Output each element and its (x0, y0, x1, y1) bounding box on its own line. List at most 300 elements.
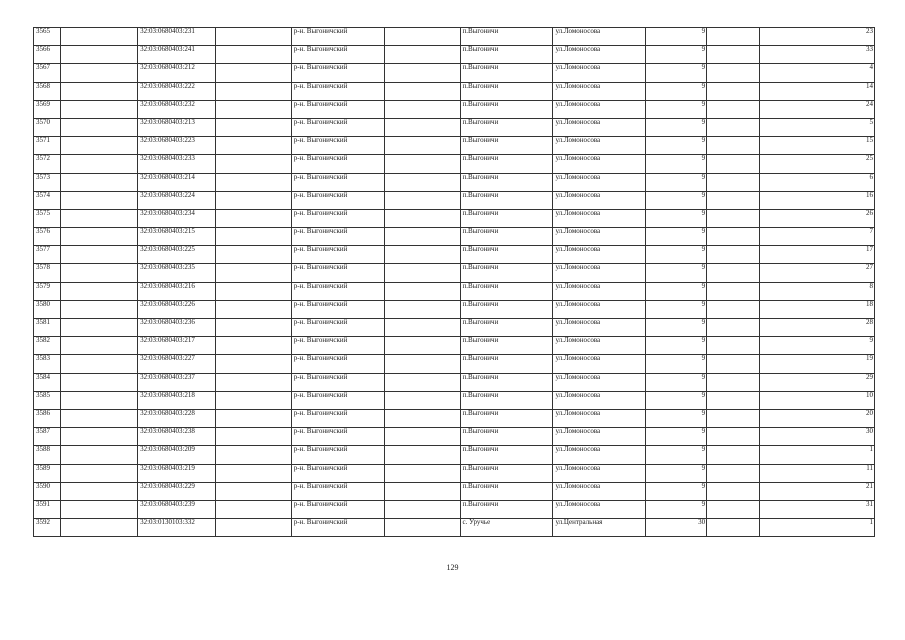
empty-cell (215, 355, 291, 373)
district-cell: р-н. Выгоничский (291, 191, 384, 209)
district-cell: р-н. Выгоничский (291, 319, 384, 337)
empty-cell (61, 228, 138, 246)
cadastral-number-cell: 32:03:0680403:213 (138, 118, 216, 136)
table-row (34, 391, 875, 409)
empty-cell (707, 282, 760, 300)
empty-cell (707, 446, 760, 464)
street-cell: ул.Ломоносова (553, 209, 646, 227)
settlement-cell: п.Выгоничи (460, 28, 553, 46)
table-row (34, 355, 875, 373)
empty-cell (384, 500, 460, 518)
district-cell: р-н. Выгоничский (291, 209, 384, 227)
empty-cell (707, 100, 760, 118)
empty-cell (707, 137, 760, 155)
district-cell: р-н. Выгоничский (291, 246, 384, 264)
record-number-cell: 3576 (34, 228, 61, 246)
district-cell: р-н. Выгоничский (291, 337, 384, 355)
settlement-cell: п.Выгоничи (460, 373, 553, 391)
settlement-cell: п.Выгоничи (460, 173, 553, 191)
district-cell: р-н. Выгоничский (291, 228, 384, 246)
house-number-cell: 9 (646, 228, 707, 246)
record-number-cell: 3572 (34, 155, 61, 173)
settlement-cell: п.Выгоничи (460, 482, 553, 500)
empty-cell (707, 300, 760, 318)
house-number-cell: 9 (646, 373, 707, 391)
empty-cell (215, 519, 291, 537)
empty-cell (384, 64, 460, 82)
street-cell: ул.Ломоносова (553, 28, 646, 46)
table-row (34, 500, 875, 518)
empty-cell (384, 446, 460, 464)
empty-cell (215, 209, 291, 227)
apartment-number-cell: 24 (759, 100, 874, 118)
street-cell: ул.Ломоносова (553, 373, 646, 391)
house-number-cell: 9 (646, 155, 707, 173)
house-number-cell: 9 (646, 319, 707, 337)
house-number-cell: 9 (646, 391, 707, 409)
apartment-number-cell: 15 (759, 137, 874, 155)
empty-cell (61, 464, 138, 482)
empty-cell (707, 191, 760, 209)
empty-cell (215, 319, 291, 337)
table-row (34, 246, 875, 264)
apartment-number-cell: 14 (759, 82, 874, 100)
record-number-cell: 3580 (34, 300, 61, 318)
street-cell: ул.Ломоносова (553, 319, 646, 337)
street-cell: ул.Ломоносова (553, 482, 646, 500)
empty-cell (215, 428, 291, 446)
district-cell: р-н. Выгоничский (291, 428, 384, 446)
empty-cell (61, 519, 138, 537)
cadastral-number-cell: 32:03:0680403:229 (138, 482, 216, 500)
registry-table-body (34, 28, 875, 537)
table-row (34, 428, 875, 446)
settlement-cell: п.Выгоничи (460, 246, 553, 264)
table-row (34, 209, 875, 227)
record-number-cell: 3590 (34, 482, 61, 500)
empty-cell (215, 118, 291, 136)
settlement-cell: п.Выгоничи (460, 264, 553, 282)
apartment-number-cell: 33 (759, 46, 874, 64)
house-number-cell: 9 (646, 191, 707, 209)
street-cell: ул.Ломоносова (553, 464, 646, 482)
district-cell: р-н. Выгоничский (291, 64, 384, 82)
apartment-number-cell: 8 (759, 282, 874, 300)
cadastral-number-cell: 32:03:0680403:217 (138, 337, 216, 355)
empty-cell (215, 500, 291, 518)
house-number-cell: 9 (646, 264, 707, 282)
empty-cell (61, 264, 138, 282)
street-cell: ул.Ломоносова (553, 337, 646, 355)
empty-cell (707, 28, 760, 46)
empty-cell (707, 118, 760, 136)
settlement-cell: п.Выгоничи (460, 409, 553, 427)
empty-cell (61, 373, 138, 391)
settlement-cell: п.Выгоничи (460, 228, 553, 246)
record-number-cell: 3588 (34, 446, 61, 464)
empty-cell (215, 228, 291, 246)
district-cell: р-н. Выгоничский (291, 391, 384, 409)
empty-cell (707, 228, 760, 246)
empty-cell (61, 446, 138, 464)
empty-cell (707, 337, 760, 355)
empty-cell (215, 264, 291, 282)
empty-cell (384, 482, 460, 500)
empty-cell (707, 319, 760, 337)
record-number-cell: 3570 (34, 118, 61, 136)
empty-cell (707, 173, 760, 191)
record-number-cell: 3575 (34, 209, 61, 227)
settlement-cell: п.Выгоничи (460, 100, 553, 118)
cadastral-number-cell: 32:03:0680403:238 (138, 428, 216, 446)
settlement-cell: п.Выгоничи (460, 428, 553, 446)
record-number-cell: 3592 (34, 519, 61, 537)
apartment-number-cell: 28 (759, 319, 874, 337)
empty-cell (384, 100, 460, 118)
apartment-number-cell: 26 (759, 209, 874, 227)
table-row (34, 46, 875, 64)
record-number-cell: 3582 (34, 337, 61, 355)
cadastral-number-cell: 32:03:0680403:235 (138, 264, 216, 282)
apartment-number-cell: 23 (759, 28, 874, 46)
cadastral-number-cell: 32:03:0130103:332 (138, 519, 216, 537)
cadastral-number-cell: 32:03:0680403:239 (138, 500, 216, 518)
settlement-cell: п.Выгоничи (460, 82, 553, 100)
empty-cell (707, 409, 760, 427)
empty-cell (61, 82, 138, 100)
empty-cell (215, 337, 291, 355)
apartment-number-cell: 29 (759, 373, 874, 391)
district-cell: р-н. Выгоничский (291, 28, 384, 46)
table-row (34, 409, 875, 427)
record-number-cell: 3578 (34, 264, 61, 282)
district-cell: р-н. Выгоничский (291, 355, 384, 373)
street-cell: ул.Ломоносова (553, 355, 646, 373)
apartment-number-cell: 4 (759, 64, 874, 82)
record-number-cell: 3579 (34, 282, 61, 300)
district-cell: р-н. Выгоничский (291, 137, 384, 155)
empty-cell (61, 118, 138, 136)
house-number-cell: 9 (646, 464, 707, 482)
empty-cell (61, 64, 138, 82)
apartment-number-cell: 9 (759, 337, 874, 355)
empty-cell (61, 209, 138, 227)
empty-cell (707, 82, 760, 100)
empty-cell (215, 137, 291, 155)
empty-cell (707, 155, 760, 173)
empty-cell (215, 300, 291, 318)
empty-cell (384, 355, 460, 373)
house-number-cell: 9 (646, 28, 707, 46)
empty-cell (61, 155, 138, 173)
apartment-number-cell: 5 (759, 118, 874, 136)
table-row (34, 282, 875, 300)
empty-cell (384, 300, 460, 318)
house-number-cell: 9 (646, 500, 707, 518)
district-cell: р-н. Выгоничский (291, 100, 384, 118)
apartment-number-cell: 19 (759, 355, 874, 373)
district-cell: р-н. Выгоничский (291, 118, 384, 136)
district-cell: р-н. Выгоничский (291, 46, 384, 64)
empty-cell (215, 100, 291, 118)
street-cell: ул.Ломоносова (553, 246, 646, 264)
empty-cell (61, 300, 138, 318)
empty-cell (215, 64, 291, 82)
cadastral-number-cell: 32:03:0680403:228 (138, 409, 216, 427)
empty-cell (384, 464, 460, 482)
apartment-number-cell: 6 (759, 173, 874, 191)
district-cell: р-н. Выгоничский (291, 500, 384, 518)
empty-cell (707, 464, 760, 482)
empty-cell (384, 409, 460, 427)
record-number-cell: 3585 (34, 391, 61, 409)
street-cell: ул.Ломоносова (553, 446, 646, 464)
street-cell: ул.Ломоносова (553, 428, 646, 446)
street-cell: ул.Ломоносова (553, 409, 646, 427)
empty-cell (384, 191, 460, 209)
table-row (34, 464, 875, 482)
house-number-cell: 9 (646, 482, 707, 500)
empty-cell (384, 155, 460, 173)
district-cell: р-н. Выгоничский (291, 373, 384, 391)
apartment-number-cell: 21 (759, 482, 874, 500)
table-row (34, 64, 875, 82)
empty-cell (215, 482, 291, 500)
street-cell: ул.Ломоносова (553, 100, 646, 118)
apartment-number-cell: 1 (759, 519, 874, 537)
district-cell: р-н. Выгоничский (291, 173, 384, 191)
empty-cell (384, 373, 460, 391)
settlement-cell: п.Выгоничи (460, 300, 553, 318)
cadastral-number-cell: 32:03:0680403:233 (138, 155, 216, 173)
district-cell: р-н. Выгоничский (291, 82, 384, 100)
table-row (34, 82, 875, 100)
empty-cell (215, 155, 291, 173)
empty-cell (384, 319, 460, 337)
table-row (34, 28, 875, 46)
cadastral-number-cell: 32:03:0680403:222 (138, 82, 216, 100)
street-cell: ул.Ломоносова (553, 118, 646, 136)
house-number-cell: 30 (646, 519, 707, 537)
house-number-cell: 9 (646, 82, 707, 100)
empty-cell (707, 391, 760, 409)
empty-cell (61, 173, 138, 191)
apartment-number-cell: 17 (759, 246, 874, 264)
cadastral-number-cell: 32:03:0680403:218 (138, 391, 216, 409)
table-row (34, 446, 875, 464)
record-number-cell: 3591 (34, 500, 61, 518)
settlement-cell: п.Выгоничи (460, 319, 553, 337)
empty-cell (384, 282, 460, 300)
district-cell: р-н. Выгоничский (291, 482, 384, 500)
cadastral-number-cell: 32:03:0680403:227 (138, 355, 216, 373)
cadastral-number-cell: 32:03:0680403:224 (138, 191, 216, 209)
district-cell: р-н. Выгоничский (291, 300, 384, 318)
house-number-cell: 9 (646, 428, 707, 446)
apartment-number-cell: 20 (759, 409, 874, 427)
table-row (34, 155, 875, 173)
district-cell: р-н. Выгоничский (291, 155, 384, 173)
cadastral-number-cell: 32:03:0680403:231 (138, 28, 216, 46)
house-number-cell: 9 (646, 355, 707, 373)
house-number-cell: 9 (646, 137, 707, 155)
settlement-cell: п.Выгоничи (460, 209, 553, 227)
empty-cell (215, 28, 291, 46)
cadastral-number-cell: 32:03:0680403:209 (138, 446, 216, 464)
empty-cell (215, 173, 291, 191)
record-number-cell: 3587 (34, 428, 61, 446)
settlement-cell: п.Выгоничи (460, 355, 553, 373)
empty-cell (61, 391, 138, 409)
table-row (34, 137, 875, 155)
empty-cell (384, 246, 460, 264)
table-row (34, 337, 875, 355)
empty-cell (384, 228, 460, 246)
district-cell: р-н. Выгоничский (291, 519, 384, 537)
empty-cell (384, 82, 460, 100)
empty-cell (215, 391, 291, 409)
cadastral-number-cell: 32:03:0680403:223 (138, 137, 216, 155)
empty-cell (384, 337, 460, 355)
street-cell: ул.Ломоносова (553, 64, 646, 82)
empty-cell (384, 391, 460, 409)
cadastral-number-cell: 32:03:0680403:215 (138, 228, 216, 246)
empty-cell (61, 191, 138, 209)
record-number-cell: 3573 (34, 173, 61, 191)
empty-cell (707, 500, 760, 518)
record-number-cell: 3568 (34, 82, 61, 100)
table-row (34, 191, 875, 209)
empty-cell (215, 373, 291, 391)
cadastral-number-cell: 32:03:0680403:212 (138, 64, 216, 82)
table-row (34, 519, 875, 537)
apartment-number-cell: 16 (759, 191, 874, 209)
settlement-cell: п.Выгоничи (460, 137, 553, 155)
record-number-cell: 3589 (34, 464, 61, 482)
table-row (34, 373, 875, 391)
empty-cell (707, 64, 760, 82)
record-number-cell: 3574 (34, 191, 61, 209)
record-number-cell: 3584 (34, 373, 61, 391)
table-row (34, 300, 875, 318)
table-row (34, 118, 875, 136)
district-cell: р-н. Выгоничский (291, 409, 384, 427)
record-number-cell: 3586 (34, 409, 61, 427)
empty-cell (707, 428, 760, 446)
apartment-number-cell: 30 (759, 428, 874, 446)
street-cell: ул.Ломоносова (553, 155, 646, 173)
apartment-number-cell: 7 (759, 228, 874, 246)
house-number-cell: 9 (646, 337, 707, 355)
table-row (34, 319, 875, 337)
page-number: 129 (446, 563, 459, 572)
house-number-cell: 9 (646, 209, 707, 227)
apartment-number-cell: 25 (759, 155, 874, 173)
empty-cell (215, 191, 291, 209)
empty-cell (707, 246, 760, 264)
record-number-cell: 3581 (34, 319, 61, 337)
record-number-cell: 3583 (34, 355, 61, 373)
apartment-number-cell: 18 (759, 300, 874, 318)
empty-cell (384, 428, 460, 446)
empty-cell (707, 519, 760, 537)
house-number-cell: 9 (646, 409, 707, 427)
cadastral-number-cell: 32:03:0680403:219 (138, 464, 216, 482)
empty-cell (384, 137, 460, 155)
settlement-cell: п.Выгоничи (460, 155, 553, 173)
district-cell: р-н. Выгоничский (291, 282, 384, 300)
empty-cell (215, 46, 291, 64)
apartment-number-cell: 11 (759, 464, 874, 482)
empty-cell (61, 409, 138, 427)
table-row (34, 100, 875, 118)
empty-cell (61, 28, 138, 46)
record-number-cell: 3577 (34, 246, 61, 264)
record-number-cell: 3571 (34, 137, 61, 155)
cadastral-number-cell: 32:03:0680403:232 (138, 100, 216, 118)
empty-cell (215, 464, 291, 482)
settlement-cell: п.Выгоничи (460, 282, 553, 300)
empty-cell (215, 82, 291, 100)
empty-cell (215, 409, 291, 427)
empty-cell (384, 46, 460, 64)
empty-cell (707, 209, 760, 227)
street-cell: ул.Ломоносова (553, 46, 646, 64)
table-row (34, 228, 875, 246)
district-cell: р-н. Выгоничский (291, 446, 384, 464)
house-number-cell: 9 (646, 300, 707, 318)
empty-cell (384, 118, 460, 136)
street-cell: ул.Ломоносова (553, 191, 646, 209)
empty-cell (61, 46, 138, 64)
house-number-cell: 9 (646, 118, 707, 136)
empty-cell (384, 264, 460, 282)
settlement-cell: п.Выгоничи (460, 464, 553, 482)
cadastral-number-cell: 32:03:0680403:234 (138, 209, 216, 227)
district-cell: р-н. Выгоничский (291, 264, 384, 282)
empty-cell (707, 355, 760, 373)
street-cell: ул.Ломоносова (553, 391, 646, 409)
table-row (34, 264, 875, 282)
house-number-cell: 9 (646, 64, 707, 82)
street-cell: ул.Ломоносова (553, 300, 646, 318)
street-cell: ул.Ломоносова (553, 137, 646, 155)
street-cell: ул.Ломоносова (553, 228, 646, 246)
empty-cell (707, 264, 760, 282)
apartment-number-cell: 27 (759, 264, 874, 282)
empty-cell (61, 137, 138, 155)
street-cell: ул.Ломоносова (553, 173, 646, 191)
apartment-number-cell: 31 (759, 500, 874, 518)
table-row (34, 482, 875, 500)
empty-cell (215, 446, 291, 464)
street-cell: ул.Ломоносова (553, 82, 646, 100)
empty-cell (61, 482, 138, 500)
cadastral-number-cell: 32:03:0680403:216 (138, 282, 216, 300)
settlement-cell: с. Уручье (460, 519, 553, 537)
empty-cell (384, 28, 460, 46)
empty-cell (61, 100, 138, 118)
empty-cell (61, 319, 138, 337)
apartment-number-cell: 1 (759, 446, 874, 464)
cadastral-number-cell: 32:03:0680403:236 (138, 319, 216, 337)
empty-cell (215, 246, 291, 264)
empty-cell (61, 428, 138, 446)
empty-cell (61, 246, 138, 264)
record-number-cell: 3567 (34, 64, 61, 82)
record-number-cell: 3566 (34, 46, 61, 64)
house-number-cell: 9 (646, 282, 707, 300)
